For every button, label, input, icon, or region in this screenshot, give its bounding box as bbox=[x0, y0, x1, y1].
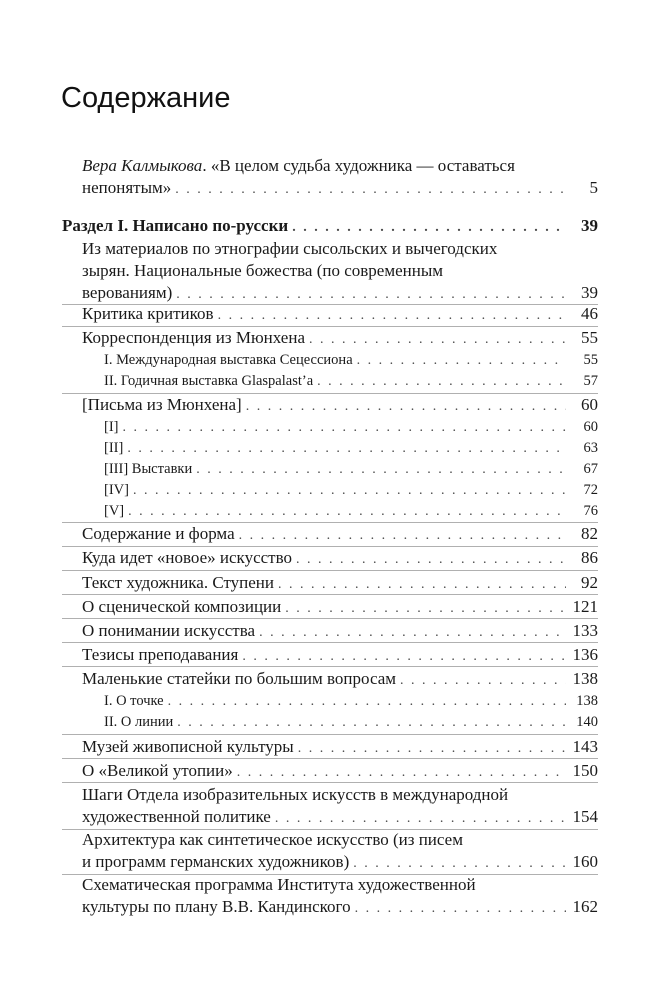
leader-dots bbox=[242, 644, 566, 668]
leader-dots bbox=[218, 303, 566, 327]
entry-text: [V] bbox=[104, 503, 125, 519]
toc-entry[interactable] bbox=[82, 829, 598, 875]
divider bbox=[62, 594, 598, 595]
page-number: 39 bbox=[581, 216, 598, 235]
page-number: 46 bbox=[581, 304, 598, 323]
toc-subentry[interactable] bbox=[104, 437, 598, 460]
entry-text: I. Международная выставка Сецессиона bbox=[104, 352, 353, 368]
leader-dots bbox=[275, 806, 566, 830]
leader-dots bbox=[292, 215, 566, 239]
toc-entry-intro[interactable] bbox=[82, 155, 598, 201]
divider bbox=[62, 782, 598, 783]
toc-entry[interactable] bbox=[82, 303, 598, 327]
toc-subentry[interactable] bbox=[104, 711, 598, 734]
intro-title-cont: непонятым» bbox=[82, 178, 172, 197]
page-number: 67 bbox=[583, 461, 598, 477]
entry-text: Текст художника. Ступени bbox=[82, 573, 274, 592]
entry-text: II. О линии bbox=[104, 714, 174, 730]
entry-text: [I] bbox=[104, 419, 119, 435]
page-number: 143 bbox=[572, 737, 598, 756]
toc-entry[interactable] bbox=[82, 784, 598, 830]
page-number: 55 bbox=[583, 352, 598, 368]
page-number: 57 bbox=[583, 373, 598, 389]
leader-dots bbox=[357, 349, 566, 372]
entry-text: Корреспонденция из Мюнхена bbox=[82, 328, 306, 347]
toc-entry[interactable] bbox=[82, 596, 598, 620]
toc-entry[interactable] bbox=[82, 668, 598, 692]
page-number: 160 bbox=[572, 852, 598, 871]
toc-subentry[interactable] bbox=[104, 370, 598, 393]
page-number: 5 bbox=[589, 178, 598, 197]
leader-dots bbox=[400, 668, 566, 692]
page-number: 76 bbox=[583, 503, 598, 519]
leader-dots bbox=[239, 523, 566, 547]
entry-text: Критика критиков bbox=[82, 304, 214, 323]
toc-subentry[interactable] bbox=[104, 500, 598, 523]
leader-dots bbox=[355, 896, 566, 920]
leader-dots bbox=[168, 690, 566, 713]
page-number: 121 bbox=[572, 597, 598, 616]
toc-section-1[interactable] bbox=[62, 215, 598, 239]
leader-dots bbox=[259, 620, 566, 644]
entry-text: [III] Выставки bbox=[104, 461, 193, 477]
entry-text: Шаги Отдела изобразительных искусств в международной bbox=[82, 785, 509, 804]
entry-text: II. Годичная выставка Glaspalast’а bbox=[104, 373, 314, 389]
leader-dots bbox=[128, 500, 566, 523]
page-number: 140 bbox=[576, 714, 598, 730]
page-number: 138 bbox=[576, 693, 598, 709]
divider bbox=[62, 618, 598, 619]
entry-text: О сценической композиции bbox=[82, 597, 282, 616]
page-number: 86 bbox=[581, 548, 598, 567]
leader-dots bbox=[309, 327, 566, 351]
toc-subentry[interactable] bbox=[104, 416, 598, 439]
page-number: 60 bbox=[581, 395, 598, 414]
entry-text: верованиям) bbox=[82, 283, 173, 302]
entry-text: [Письма из Мюнхена] bbox=[82, 395, 242, 414]
leader-dots bbox=[196, 458, 566, 481]
entry-text: Маленькие статейки по большим вопросам bbox=[82, 669, 397, 688]
page-number: 55 bbox=[581, 328, 598, 347]
toc-entry[interactable] bbox=[82, 620, 598, 644]
leader-dots bbox=[127, 437, 566, 460]
entry-text: Куда идет «новое» искусство bbox=[82, 548, 293, 567]
entry-text: Схематическая программа Института художественной bbox=[82, 875, 476, 894]
leader-dots bbox=[278, 572, 566, 596]
divider bbox=[62, 734, 598, 735]
entry-text: О понимании искусства bbox=[82, 621, 256, 640]
toc-entry[interactable] bbox=[82, 394, 598, 418]
page-number: 72 bbox=[583, 482, 598, 498]
leader-dots bbox=[237, 760, 566, 784]
intro-title: . «В целом судьба художника — оставаться bbox=[202, 156, 515, 175]
leader-dots bbox=[285, 596, 566, 620]
entry-text: зырян. Национальные божества (по современным bbox=[82, 261, 444, 280]
entry-text: Содержание и форма bbox=[82, 524, 235, 543]
page-number: 136 bbox=[572, 645, 598, 664]
toc-entry[interactable] bbox=[82, 644, 598, 668]
leader-dots bbox=[296, 547, 566, 571]
leader-dots bbox=[133, 479, 566, 502]
leader-dots bbox=[123, 416, 567, 439]
page-number: 162 bbox=[572, 897, 598, 916]
page-number: 63 bbox=[583, 440, 598, 456]
leader-dots bbox=[353, 851, 566, 875]
divider bbox=[62, 642, 598, 643]
page-number: 92 bbox=[581, 573, 598, 592]
page-number: 60 bbox=[583, 419, 598, 435]
toc-subentry[interactable] bbox=[104, 458, 598, 481]
entry-text: Тезисы преподавания bbox=[82, 645, 239, 664]
toc-entry[interactable] bbox=[82, 736, 598, 760]
section-label: Раздел I. Написано по-русски bbox=[62, 216, 289, 235]
page-title: Содержание bbox=[61, 82, 231, 114]
toc-entry[interactable] bbox=[82, 572, 598, 596]
toc-entry[interactable] bbox=[82, 874, 598, 920]
leader-dots bbox=[298, 736, 566, 760]
toc-entry[interactable] bbox=[82, 523, 598, 547]
page-number: 150 bbox=[572, 761, 598, 780]
toc-entry[interactable] bbox=[82, 547, 598, 571]
entry-text: и программ германских художников) bbox=[82, 852, 350, 871]
entry-text: О «Великой утопии» bbox=[82, 761, 233, 780]
toc-entry[interactable] bbox=[82, 327, 598, 351]
divider bbox=[62, 570, 598, 571]
page-number: 154 bbox=[572, 807, 598, 826]
toc-subentry[interactable] bbox=[104, 479, 598, 502]
intro-author: Вера Калмыкова bbox=[82, 156, 203, 175]
divider bbox=[62, 666, 598, 667]
page-number: 39 bbox=[581, 283, 598, 302]
toc-entry[interactable] bbox=[82, 238, 598, 306]
entry-text: художественной политике bbox=[82, 807, 271, 826]
entry-text: [IV] bbox=[104, 482, 129, 498]
page-number: 133 bbox=[572, 621, 598, 640]
toc-subentry[interactable] bbox=[104, 349, 598, 372]
entry-text: Архитектура как синтетическое искусство (из писем bbox=[82, 830, 463, 849]
entry-text: [II] bbox=[104, 440, 124, 456]
leader-dots bbox=[177, 711, 566, 734]
toc-subentry[interactable] bbox=[104, 690, 598, 713]
page-number: 138 bbox=[572, 669, 598, 688]
entry-text: Из материалов по этнографии сысольских и вычегодских bbox=[82, 239, 498, 258]
leader-dots bbox=[175, 177, 566, 201]
entry-text: культуры по плану В.В. Кандинского bbox=[82, 897, 351, 916]
toc-entry[interactable] bbox=[82, 760, 598, 784]
entry-text: Музей живописной культуры bbox=[82, 737, 294, 756]
page-number: 82 bbox=[581, 524, 598, 543]
divider bbox=[62, 758, 598, 759]
leader-dots bbox=[246, 394, 566, 418]
leader-dots bbox=[317, 370, 566, 393]
entry-text: I. О точке bbox=[104, 693, 164, 709]
